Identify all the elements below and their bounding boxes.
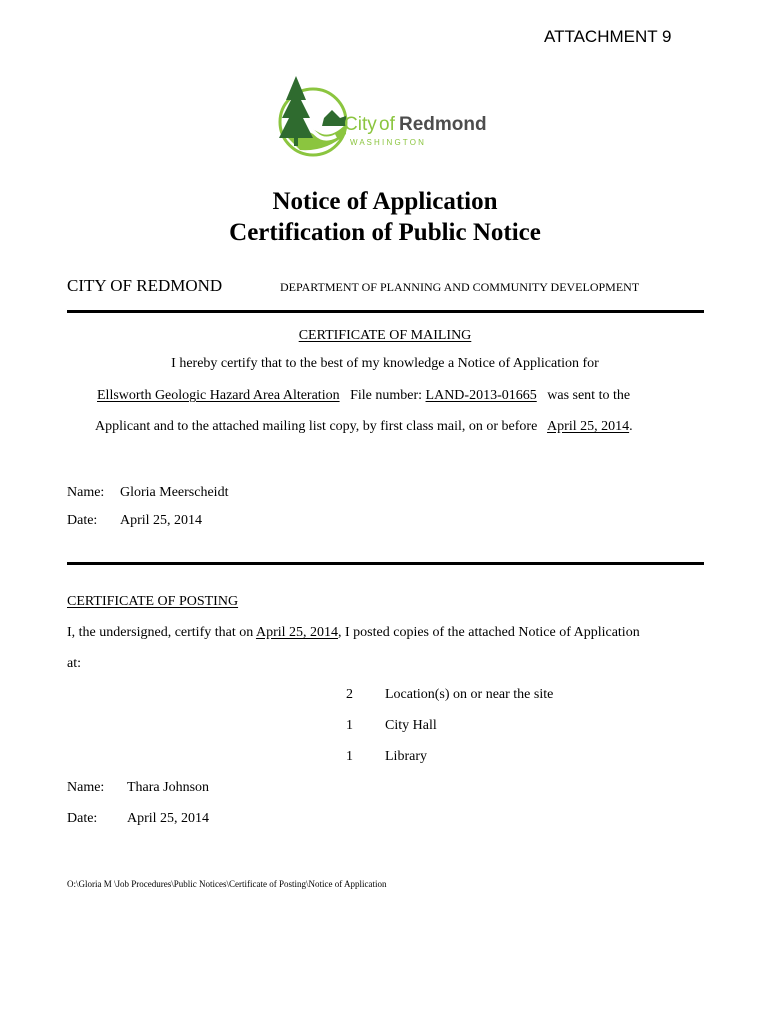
posting-line-1-post: , I posted copies of the attached Notice of Application bbox=[338, 625, 640, 640]
mailing-name-label: Name: bbox=[67, 485, 105, 500]
city-logo bbox=[266, 74, 516, 160]
divider-top bbox=[67, 310, 704, 313]
posting-line-1-pre: I, the undersigned, certify that on bbox=[67, 625, 254, 640]
mailing-intro: I hereby certify that to the best of my knowledge a Notice of Application for bbox=[171, 356, 599, 371]
posting-date-value: April 25, 2014 bbox=[127, 811, 210, 826]
divider-middle bbox=[67, 562, 704, 565]
posting-date: April 25, 2014 bbox=[255, 625, 339, 640]
posting-line-1 bbox=[67, 625, 640, 641]
posting-heading: CERTIFICATE OF POSTING bbox=[67, 594, 239, 609]
file-number-label: File number: bbox=[350, 388, 423, 403]
mailing-line-3 bbox=[95, 419, 633, 435]
location-place: Location(s) on or near the site bbox=[385, 687, 554, 702]
attachment-label: ATTACHMENT 9 bbox=[544, 27, 672, 46]
project-name: Ellsworth Geologic Hazard Area Alteration bbox=[97, 388, 340, 403]
posting-line-2: at: bbox=[67, 656, 81, 671]
title-line-1: Notice of Application bbox=[272, 188, 498, 215]
city-name: CITY OF REDMOND bbox=[67, 276, 223, 295]
mailing-name-value: Gloria Meerscheidt bbox=[120, 485, 229, 500]
file-number: LAND-2013-01665 bbox=[425, 388, 537, 403]
mailing-period: . bbox=[629, 419, 633, 434]
location-count: 2 bbox=[346, 687, 353, 702]
sent-text: was sent to the bbox=[547, 388, 631, 403]
department-name: DEPARTMENT OF PLANNING AND COMMUNITY DEVELOPMENT bbox=[280, 280, 640, 294]
location-count: 1 bbox=[346, 749, 353, 764]
mailing-line-3-text: Applicant and to the attached mailing list copy, by first class mail, on or before bbox=[95, 419, 538, 434]
mailing-heading: CERTIFICATE OF MAILING bbox=[298, 328, 472, 343]
title-line-2: Certification of Public Notice bbox=[229, 219, 541, 246]
location-place: Library bbox=[385, 749, 427, 764]
logo-brand-name: Redmond bbox=[399, 114, 487, 135]
footer-file-path: O:\Gloria M \Job Procedures\Public Notices\Certificate of Posting\Notice of Application bbox=[67, 879, 387, 889]
posting-date-label: Date: bbox=[67, 811, 98, 826]
tree-river-logo-icon bbox=[266, 74, 516, 160]
logo-brand-of: of bbox=[379, 114, 395, 135]
posting-name-label: Name: bbox=[67, 780, 105, 795]
mailing-date-label: Date: bbox=[67, 513, 98, 528]
posting-name-value: Thara Johnson bbox=[127, 780, 210, 795]
mailing-deadline-date: April 25, 2014 bbox=[547, 419, 630, 434]
logo-tagline: W A S H I N G T O N bbox=[350, 138, 424, 147]
mailing-date-value: April 25, 2014 bbox=[120, 513, 203, 528]
location-place: City Hall bbox=[385, 718, 437, 733]
location-count: 1 bbox=[346, 718, 353, 733]
logo-brand-city: City bbox=[344, 114, 377, 135]
mailing-line-2 bbox=[97, 388, 630, 404]
